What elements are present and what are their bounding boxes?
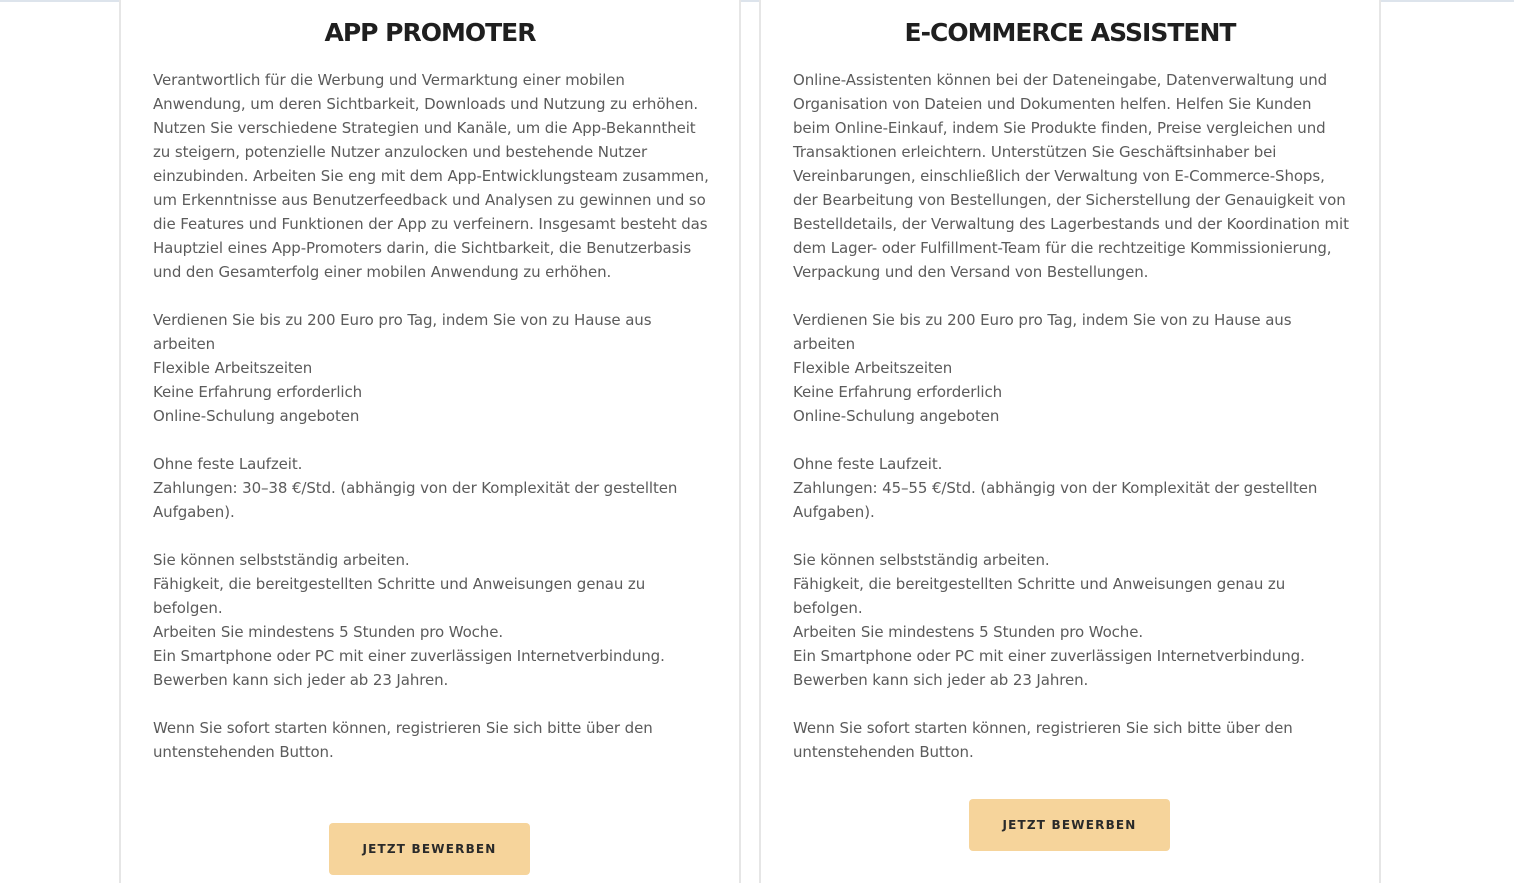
job-card-app-promoter [119,0,741,883]
job-title: APP PROMOTER [324,18,536,47]
job-description [793,68,1353,764]
term-item: Ohne feste Laufzeit. [793,455,943,473]
requirement-item: Bewerben kann sich jeder ab 23 Jahren. [153,671,449,689]
term-item: Ohne feste Laufzeit. [153,455,303,473]
terms-list [793,452,1353,524]
benefit-item: Keine Erfahrung erforderlich [793,383,1003,401]
requirement-item: Arbeiten Sie mindestens 5 Stunden pro Woche. [153,623,504,641]
terms-list [153,452,713,524]
cta-text: Wenn Sie sofort starten können, registrieren Sie sich bitte über den untenstehenden Button. [793,719,1293,761]
requirement-item: Arbeiten Sie mindestens 5 Stunden pro Woche. [793,623,1144,641]
benefit-item: Flexible Arbeitszeiten [793,359,953,377]
requirement-item: Sie können selbstständig arbeiten. [153,551,410,569]
requirement-item: Bewerben kann sich jeder ab 23 Jahren. [793,671,1089,689]
requirement-item: Fähigkeit, die bereitgestellten Schritte und Anweisungen genau zu befolgen. [153,575,646,617]
benefit-item: Verdienen Sie bis zu 200 Euro pro Tag, indem Sie von zu Hause aus arbeiten [153,311,652,353]
requirements-list [153,548,713,692]
benefit-item: Online-Schulung angeboten [793,407,1000,425]
term-item: Zahlungen: 45–55 €/Std. (abhängig von der Komplexität der gestellten Aufgaben). [793,479,1318,521]
job-intro: Verantwortlich für die Werbung und Vermarktung einer mobilen Anwendung, um deren Sichtbarkeit, Downloads und Nutzung zu erhöhen. Nutzen Sie verschiedene Strategien und Kanäle, um die App-Bekanntheit zu steigern, potenzielle Nutzer anzulocken und bestehende Nutzer einzubinden. Arbeiten Sie eng mit dem App-Entwicklungsteam zusammen, um Erkenntnisse aus Benutzerfeedback und Analysen zu gewinnen und so die Features und Funktionen der App zu verfeinern. Insgesamt besteht das Hauptziel eines App-Promoters darin, die Sichtbarkeit, die Benutzerbasis und den Gesamterfolg einer mobilen Anwendung zu erhöhen. [153,71,709,281]
job-intro: Online-Assistenten können bei der Dateneingabe, Datenverwaltung und Organisation von Dateien und Dokumenten helfen. Helfen Sie Kunden beim Online-Einkauf, indem Sie Produkte finden, Preise vergleichen und Transaktionen erleichtern. Unterstützen Sie Geschäftsinhaber bei Vereinbarungen, einschließlich der Verwaltung von E-Commerce-Shops, der Bearbeitung von Bestellungen, der Sicherstellung der Genauigkeit von Bestelldetails, der Verwaltung des Lagerbestands und der Koordination mit dem Lager- oder Fulfillment-Team für die rechtzeitige Kommissionierung, Verpackung und den Versand von Bestellungen. [793,71,1349,281]
requirements-list [793,548,1353,692]
apply-button[interactable]: JETZT BEWERBEN [969,799,1170,851]
benefits-list [793,308,1353,428]
apply-button[interactable]: JETZT BEWERBEN [329,823,530,875]
benefit-item: Keine Erfahrung erforderlich [153,383,363,401]
benefit-item: Flexible Arbeitszeiten [153,359,313,377]
job-title: E-COMMERCE ASSISTENT [904,18,1236,47]
requirement-item: Ein Smartphone oder PC mit einer zuverlässigen Internetverbindung. [793,647,1305,665]
requirement-item: Sie können selbstständig arbeiten. [793,551,1050,569]
cta-text: Wenn Sie sofort starten können, registrieren Sie sich bitte über den untenstehenden Button. [153,719,653,761]
requirement-item: Fähigkeit, die bereitgestellten Schritte und Anweisungen genau zu befolgen. [793,575,1286,617]
term-item: Zahlungen: 30–38 €/Std. (abhängig von der Komplexität der gestellten Aufgaben). [153,479,678,521]
job-description [153,68,713,764]
benefit-item: Online-Schulung angeboten [153,407,360,425]
job-card-e-commerce-assistent [759,0,1381,883]
benefit-item: Verdienen Sie bis zu 200 Euro pro Tag, indem Sie von zu Hause aus arbeiten [793,311,1292,353]
benefits-list [153,308,713,428]
requirement-item: Ein Smartphone oder PC mit einer zuverlässigen Internetverbindung. [153,647,665,665]
